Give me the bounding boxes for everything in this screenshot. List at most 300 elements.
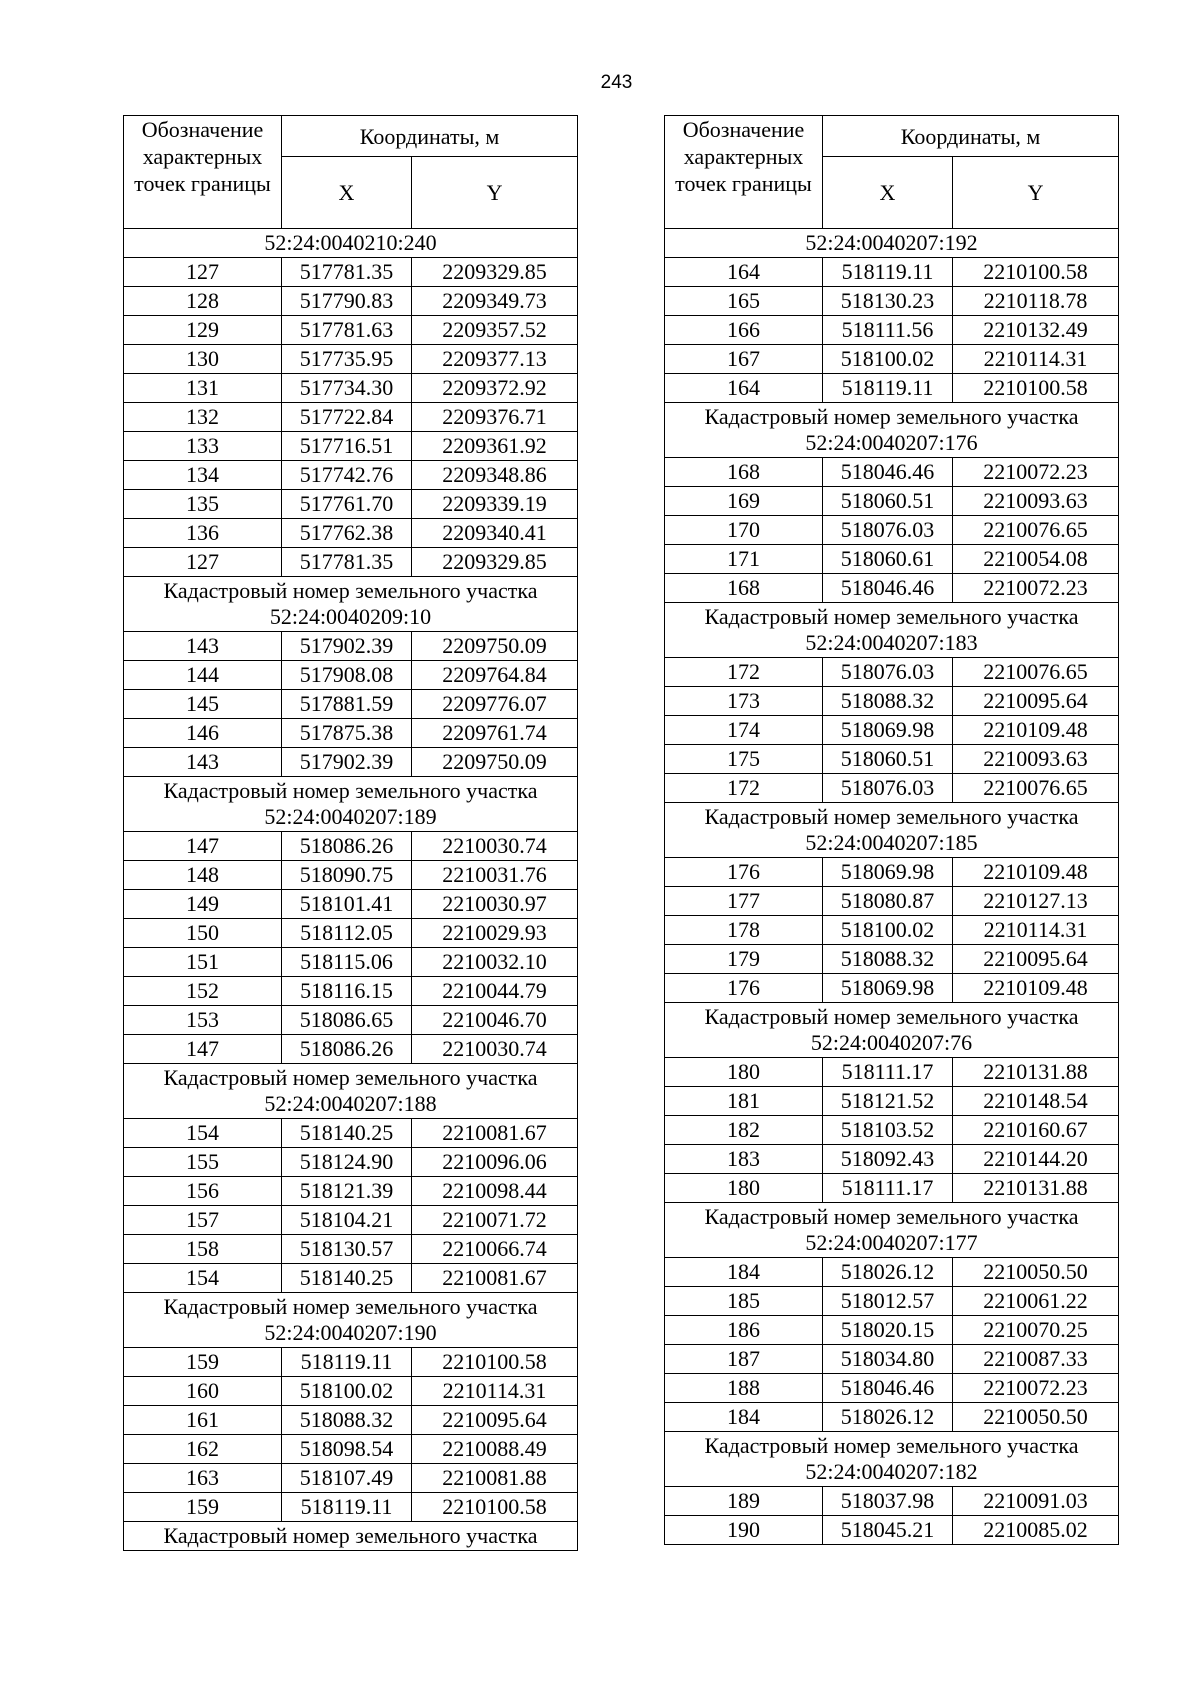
point-number-cell: 127 xyxy=(124,258,282,287)
y-coordinate-cell: 2209348.86 xyxy=(412,461,578,490)
y-coordinate-cell: 2209349.73 xyxy=(412,287,578,316)
y-coordinate-cell: 2210081.67 xyxy=(412,1119,578,1148)
table-row xyxy=(665,1345,1119,1374)
y-coordinate-cell: 2210091.03 xyxy=(953,1487,1119,1516)
x-coordinate-cell: 518069.98 xyxy=(823,974,953,1003)
point-number-cell: 134 xyxy=(124,461,282,490)
x-coordinate-cell: 518060.51 xyxy=(823,487,953,516)
y-coordinate-cell: 2210029.93 xyxy=(412,919,578,948)
table-body-right xyxy=(665,229,1119,1545)
x-coordinate-cell: 517790.83 xyxy=(282,287,412,316)
parcel-title: Кадастровый номер земельного участка 52:24:0040207:188 xyxy=(124,1064,578,1119)
x-coordinate-cell: 518098.54 xyxy=(282,1435,412,1464)
parcel-title: Кадастровый номер земельного участка 52:24:0040209:10 xyxy=(124,577,578,632)
y-coordinate-cell: 2210054.08 xyxy=(953,545,1119,574)
y-coordinate-cell: 2210144.20 xyxy=(953,1145,1119,1174)
y-coordinate-cell: 2210072.23 xyxy=(953,574,1119,603)
point-number-cell: 185 xyxy=(665,1287,823,1316)
x-coordinate-cell: 518069.98 xyxy=(823,716,953,745)
point-number-cell: 167 xyxy=(665,345,823,374)
point-number-cell: 184 xyxy=(665,1403,823,1432)
x-coordinate-cell: 517716.51 xyxy=(282,432,412,461)
section-row xyxy=(124,577,578,632)
point-number-cell: 172 xyxy=(665,774,823,803)
table-row xyxy=(665,1403,1119,1432)
section-row xyxy=(665,229,1119,258)
table-row xyxy=(124,977,578,1006)
point-number-cell: 154 xyxy=(124,1119,282,1148)
y-coordinate-cell: 2210030.74 xyxy=(412,832,578,861)
y-coordinate-cell: 2210095.64 xyxy=(953,687,1119,716)
y-coordinate-cell: 2210132.49 xyxy=(953,316,1119,345)
point-number-cell: 171 xyxy=(665,545,823,574)
table-row xyxy=(124,345,578,374)
x-coordinate-cell: 518046.46 xyxy=(823,458,953,487)
y-coordinate-cell: 2210109.48 xyxy=(953,858,1119,887)
parcel-title: 52:24:0040207:192 xyxy=(665,229,1119,258)
header-x: X xyxy=(823,157,953,229)
x-coordinate-cell: 518080.87 xyxy=(823,887,953,916)
y-coordinate-cell: 2209377.13 xyxy=(412,345,578,374)
y-coordinate-cell: 2210046.70 xyxy=(412,1006,578,1035)
section-row xyxy=(665,603,1119,658)
y-coordinate-cell: 2209339.19 xyxy=(412,490,578,519)
y-coordinate-cell: 2210076.65 xyxy=(953,774,1119,803)
x-coordinate-cell: 518140.25 xyxy=(282,1119,412,1148)
x-coordinate-cell: 518111.56 xyxy=(823,316,953,345)
point-number-cell: 159 xyxy=(124,1493,282,1522)
header-coordinates: Координаты, м xyxy=(282,116,578,157)
point-number-cell: 179 xyxy=(665,945,823,974)
point-number-cell: 144 xyxy=(124,661,282,690)
x-coordinate-cell: 517781.35 xyxy=(282,258,412,287)
point-number-cell: 157 xyxy=(124,1206,282,1235)
table-row xyxy=(665,1374,1119,1403)
point-number-cell: 146 xyxy=(124,719,282,748)
y-coordinate-cell: 2209761.74 xyxy=(412,719,578,748)
parcel-title: Кадастровый номер земельного участка 52:24:0040207:185 xyxy=(665,803,1119,858)
point-number-cell: 136 xyxy=(124,519,282,548)
table-row xyxy=(124,919,578,948)
table-row xyxy=(124,632,578,661)
header-x: X xyxy=(282,157,412,229)
x-coordinate-cell: 518046.46 xyxy=(823,1374,953,1403)
table-row xyxy=(124,832,578,861)
section-row xyxy=(124,777,578,832)
table-row xyxy=(665,287,1119,316)
point-number-cell: 188 xyxy=(665,1374,823,1403)
y-coordinate-cell: 2210114.31 xyxy=(953,916,1119,945)
y-coordinate-cell: 2209750.09 xyxy=(412,748,578,777)
x-coordinate-cell: 518088.32 xyxy=(823,687,953,716)
y-coordinate-cell: 2210100.58 xyxy=(953,258,1119,287)
x-coordinate-cell: 518124.90 xyxy=(282,1148,412,1177)
x-coordinate-cell: 518045.21 xyxy=(823,1516,953,1545)
x-coordinate-cell: 518115.06 xyxy=(282,948,412,977)
x-coordinate-cell: 518034.80 xyxy=(823,1345,953,1374)
table-row xyxy=(665,974,1119,1003)
x-coordinate-cell: 518069.98 xyxy=(823,858,953,887)
point-number-cell: 151 xyxy=(124,948,282,977)
table-row xyxy=(665,345,1119,374)
point-number-cell: 181 xyxy=(665,1087,823,1116)
x-coordinate-cell: 518012.57 xyxy=(823,1287,953,1316)
x-coordinate-cell: 518130.23 xyxy=(823,287,953,316)
x-coordinate-cell: 518121.52 xyxy=(823,1087,953,1116)
x-coordinate-cell: 518140.25 xyxy=(282,1264,412,1293)
y-coordinate-cell: 2210070.25 xyxy=(953,1316,1119,1345)
point-number-cell: 174 xyxy=(665,716,823,745)
table-row xyxy=(124,1264,578,1293)
y-coordinate-cell: 2210131.88 xyxy=(953,1174,1119,1203)
table-row xyxy=(124,861,578,890)
y-coordinate-cell: 2210109.48 xyxy=(953,716,1119,745)
x-coordinate-cell: 517722.84 xyxy=(282,403,412,432)
x-coordinate-cell: 517908.08 xyxy=(282,661,412,690)
point-number-cell: 175 xyxy=(665,745,823,774)
table-row xyxy=(665,658,1119,687)
table-row xyxy=(124,1348,578,1377)
x-coordinate-cell: 518037.98 xyxy=(823,1487,953,1516)
y-coordinate-cell: 2209340.41 xyxy=(412,519,578,548)
point-number-cell: 161 xyxy=(124,1406,282,1435)
x-coordinate-cell: 518101.41 xyxy=(282,890,412,919)
y-coordinate-cell: 2209776.07 xyxy=(412,690,578,719)
point-number-cell: 145 xyxy=(124,690,282,719)
y-coordinate-cell: 2210076.65 xyxy=(953,658,1119,687)
x-coordinate-cell: 517742.76 xyxy=(282,461,412,490)
point-number-cell: 176 xyxy=(665,858,823,887)
y-coordinate-cell: 2210044.79 xyxy=(412,977,578,1006)
y-coordinate-cell: 2209372.92 xyxy=(412,374,578,403)
table-row xyxy=(124,287,578,316)
page-number: 243 xyxy=(600,72,633,93)
point-number-cell: 158 xyxy=(124,1235,282,1264)
point-number-cell: 164 xyxy=(665,374,823,403)
parcel-title: Кадастровый номер земельного участка 52:24:0040207:176 xyxy=(665,403,1119,458)
y-coordinate-cell: 2210030.74 xyxy=(412,1035,578,1064)
table-row xyxy=(124,1177,578,1206)
x-coordinate-cell: 517781.63 xyxy=(282,316,412,345)
x-coordinate-cell: 518046.46 xyxy=(823,574,953,603)
point-number-cell: 176 xyxy=(665,974,823,1003)
table-row xyxy=(665,1487,1119,1516)
y-coordinate-cell: 2210127.13 xyxy=(953,887,1119,916)
point-number-cell: 160 xyxy=(124,1377,282,1406)
point-number-cell: 133 xyxy=(124,432,282,461)
table-row xyxy=(665,774,1119,803)
parcel-title: 52:24:0040210:240 xyxy=(124,229,578,258)
section-row xyxy=(665,1003,1119,1058)
table-row xyxy=(665,487,1119,516)
table-row xyxy=(124,948,578,977)
point-number-cell: 180 xyxy=(665,1058,823,1087)
table-row xyxy=(665,887,1119,916)
table-row xyxy=(124,1493,578,1522)
table-row xyxy=(124,661,578,690)
x-coordinate-cell: 517734.30 xyxy=(282,374,412,403)
x-coordinate-cell: 518111.17 xyxy=(823,1058,953,1087)
y-coordinate-cell: 2210072.23 xyxy=(953,458,1119,487)
point-number-cell: 184 xyxy=(665,1258,823,1287)
point-number-cell: 156 xyxy=(124,1177,282,1206)
x-coordinate-cell: 518107.49 xyxy=(282,1464,412,1493)
y-coordinate-cell: 2210118.78 xyxy=(953,287,1119,316)
x-coordinate-cell: 518088.32 xyxy=(823,945,953,974)
section-row xyxy=(665,1203,1119,1258)
x-coordinate-cell: 518121.39 xyxy=(282,1177,412,1206)
x-coordinate-cell: 517781.35 xyxy=(282,548,412,577)
point-number-cell: 182 xyxy=(665,1116,823,1145)
table-row xyxy=(665,745,1119,774)
parcel-title: Кадастровый номер земельного участка 52:24:0040207:190 xyxy=(124,1293,578,1348)
x-coordinate-cell: 518086.65 xyxy=(282,1006,412,1035)
y-coordinate-cell: 2210085.02 xyxy=(953,1516,1119,1545)
point-number-cell: 147 xyxy=(124,1035,282,1064)
table-row xyxy=(124,1435,578,1464)
point-number-cell: 143 xyxy=(124,748,282,777)
y-coordinate-cell: 2210050.50 xyxy=(953,1258,1119,1287)
y-coordinate-cell: 2209750.09 xyxy=(412,632,578,661)
y-coordinate-cell: 2210066.74 xyxy=(412,1235,578,1264)
x-coordinate-cell: 518026.12 xyxy=(823,1403,953,1432)
point-number-cell: 155 xyxy=(124,1148,282,1177)
y-coordinate-cell: 2210131.88 xyxy=(953,1058,1119,1087)
point-number-cell: 130 xyxy=(124,345,282,374)
y-coordinate-cell: 2209329.85 xyxy=(412,258,578,287)
table-row xyxy=(124,1377,578,1406)
table-row xyxy=(665,1145,1119,1174)
table-row xyxy=(665,545,1119,574)
table-row xyxy=(124,258,578,287)
parcel-title: Кадастровый номер земельного участка 52:24:0040207:182 xyxy=(665,1432,1119,1487)
table-row xyxy=(665,858,1119,887)
parcel-title: Кадастровый номер земельного участка 52:24:0040207:177 xyxy=(665,1203,1119,1258)
y-coordinate-cell: 2209764.84 xyxy=(412,661,578,690)
section-row xyxy=(665,1432,1119,1487)
y-coordinate-cell: 2210071.72 xyxy=(412,1206,578,1235)
x-coordinate-cell: 517881.59 xyxy=(282,690,412,719)
point-number-cell: 178 xyxy=(665,916,823,945)
x-coordinate-cell: 518119.11 xyxy=(823,258,953,287)
x-coordinate-cell: 518111.17 xyxy=(823,1174,953,1203)
table-row xyxy=(665,1174,1119,1203)
table-row xyxy=(124,1235,578,1264)
point-number-cell: 172 xyxy=(665,658,823,687)
point-number-cell: 150 xyxy=(124,919,282,948)
section-row xyxy=(124,1293,578,1348)
point-number-cell: 129 xyxy=(124,316,282,345)
point-number-cell: 154 xyxy=(124,1264,282,1293)
point-number-cell: 180 xyxy=(665,1174,823,1203)
table-row xyxy=(665,574,1119,603)
header-coordinates: Координаты, м xyxy=(823,116,1119,157)
table-row xyxy=(124,1035,578,1064)
x-coordinate-cell: 518100.02 xyxy=(823,916,953,945)
y-coordinate-cell: 2210160.67 xyxy=(953,1116,1119,1145)
point-number-cell: 168 xyxy=(665,458,823,487)
x-coordinate-cell: 518100.02 xyxy=(823,345,953,374)
point-number-cell: 152 xyxy=(124,977,282,1006)
x-coordinate-cell: 518088.32 xyxy=(282,1406,412,1435)
table-row xyxy=(124,1406,578,1435)
table-row xyxy=(665,258,1119,287)
parcel-title: Кадастровый номер земельного участка 52:24:0040207:183 xyxy=(665,603,1119,658)
table-row xyxy=(665,1058,1119,1087)
table-row xyxy=(124,432,578,461)
table-row xyxy=(124,890,578,919)
x-coordinate-cell: 518060.61 xyxy=(823,545,953,574)
x-coordinate-cell: 517762.38 xyxy=(282,519,412,548)
table-row xyxy=(665,458,1119,487)
point-number-cell: 131 xyxy=(124,374,282,403)
y-coordinate-cell: 2210076.65 xyxy=(953,516,1119,545)
point-number-cell: 143 xyxy=(124,632,282,661)
table-row xyxy=(665,1258,1119,1287)
table-row xyxy=(124,403,578,432)
table-row xyxy=(665,516,1119,545)
x-coordinate-cell: 518060.51 xyxy=(823,745,953,774)
y-coordinate-cell: 2210109.48 xyxy=(953,974,1119,1003)
y-coordinate-cell: 2209357.52 xyxy=(412,316,578,345)
x-coordinate-cell: 518086.26 xyxy=(282,832,412,861)
y-coordinate-cell: 2210098.44 xyxy=(412,1177,578,1206)
parcel-title: Кадастровый номер земельного участка 52:24:0040207:189 xyxy=(124,777,578,832)
x-coordinate-cell: 518100.02 xyxy=(282,1377,412,1406)
point-number-cell: 166 xyxy=(665,316,823,345)
x-coordinate-cell: 518020.15 xyxy=(823,1316,953,1345)
y-coordinate-cell: 2210095.64 xyxy=(953,945,1119,974)
table-row xyxy=(665,374,1119,403)
point-number-cell: 159 xyxy=(124,1348,282,1377)
y-coordinate-cell: 2210088.49 xyxy=(412,1435,578,1464)
x-coordinate-cell: 518119.11 xyxy=(282,1348,412,1377)
y-coordinate-cell: 2210096.06 xyxy=(412,1148,578,1177)
y-coordinate-cell: 2210093.63 xyxy=(953,487,1119,516)
x-coordinate-cell: 517735.95 xyxy=(282,345,412,374)
table-row xyxy=(124,1148,578,1177)
point-number-cell: 168 xyxy=(665,574,823,603)
table-row xyxy=(665,1287,1119,1316)
table-row xyxy=(124,316,578,345)
point-number-cell: 162 xyxy=(124,1435,282,1464)
point-number-cell: 187 xyxy=(665,1345,823,1374)
table-row xyxy=(124,690,578,719)
table-row xyxy=(124,1006,578,1035)
point-number-cell: 186 xyxy=(665,1316,823,1345)
x-coordinate-cell: 518090.75 xyxy=(282,861,412,890)
point-number-cell: 177 xyxy=(665,887,823,916)
y-coordinate-cell: 2210061.22 xyxy=(953,1287,1119,1316)
y-coordinate-cell: 2210030.97 xyxy=(412,890,578,919)
table-row xyxy=(124,1119,578,1148)
table-row xyxy=(665,316,1119,345)
coordinates-table-left xyxy=(123,115,578,1551)
header-point-designation: Обозначение характерных точек границы xyxy=(124,116,282,229)
x-coordinate-cell: 518112.05 xyxy=(282,919,412,948)
x-coordinate-cell: 517902.39 xyxy=(282,748,412,777)
point-number-cell: 127 xyxy=(124,548,282,577)
x-coordinate-cell: 518076.03 xyxy=(823,516,953,545)
table-row xyxy=(124,461,578,490)
point-number-cell: 153 xyxy=(124,1006,282,1035)
table-row xyxy=(124,719,578,748)
y-coordinate-cell: 2210100.58 xyxy=(953,374,1119,403)
point-number-cell: 163 xyxy=(124,1464,282,1493)
x-coordinate-cell: 518116.15 xyxy=(282,977,412,1006)
table-row xyxy=(665,916,1119,945)
x-coordinate-cell: 517761.70 xyxy=(282,490,412,519)
point-number-cell: 132 xyxy=(124,403,282,432)
point-number-cell: 149 xyxy=(124,890,282,919)
section-row xyxy=(124,1064,578,1119)
point-number-cell: 148 xyxy=(124,861,282,890)
x-coordinate-cell: 518076.03 xyxy=(823,658,953,687)
parcel-title: Кадастровый номер земельного участка xyxy=(124,1522,578,1551)
y-coordinate-cell: 2210031.76 xyxy=(412,861,578,890)
table-row xyxy=(665,1316,1119,1345)
table-row xyxy=(665,1516,1119,1545)
table-row xyxy=(124,1464,578,1493)
header-y: Y xyxy=(412,157,578,229)
x-coordinate-cell: 517902.39 xyxy=(282,632,412,661)
y-coordinate-cell: 2210081.88 xyxy=(412,1464,578,1493)
table-row xyxy=(665,1116,1119,1145)
table-body-left xyxy=(124,229,578,1551)
section-row xyxy=(665,803,1119,858)
point-number-cell: 173 xyxy=(665,687,823,716)
table-row xyxy=(665,687,1119,716)
point-number-cell: 169 xyxy=(665,487,823,516)
coordinates-table-right xyxy=(664,115,1119,1545)
point-number-cell: 183 xyxy=(665,1145,823,1174)
table-row xyxy=(124,1206,578,1235)
y-coordinate-cell: 2210072.23 xyxy=(953,1374,1119,1403)
x-coordinate-cell: 518104.21 xyxy=(282,1206,412,1235)
table-row xyxy=(124,748,578,777)
x-coordinate-cell: 518130.57 xyxy=(282,1235,412,1264)
point-number-cell: 189 xyxy=(665,1487,823,1516)
table-row xyxy=(124,548,578,577)
point-number-cell: 128 xyxy=(124,287,282,316)
section-row xyxy=(124,229,578,258)
table-row xyxy=(124,374,578,403)
y-coordinate-cell: 2209376.71 xyxy=(412,403,578,432)
header-point-designation: Обозначение характерных точек границы xyxy=(665,116,823,229)
y-coordinate-cell: 2210093.63 xyxy=(953,745,1119,774)
x-coordinate-cell: 518086.26 xyxy=(282,1035,412,1064)
y-coordinate-cell: 2210114.31 xyxy=(953,345,1119,374)
x-coordinate-cell: 518026.12 xyxy=(823,1258,953,1287)
x-coordinate-cell: 517875.38 xyxy=(282,719,412,748)
section-row xyxy=(665,403,1119,458)
y-coordinate-cell: 2210148.54 xyxy=(953,1087,1119,1116)
parcel-title: Кадастровый номер земельного участка 52:24:0040207:76 xyxy=(665,1003,1119,1058)
x-coordinate-cell: 518092.43 xyxy=(823,1145,953,1174)
table-row xyxy=(665,1087,1119,1116)
y-coordinate-cell: 2210100.58 xyxy=(412,1493,578,1522)
section-row xyxy=(124,1522,578,1551)
x-coordinate-cell: 518076.03 xyxy=(823,774,953,803)
y-coordinate-cell: 2210050.50 xyxy=(953,1403,1119,1432)
y-coordinate-cell: 2210095.64 xyxy=(412,1406,578,1435)
x-coordinate-cell: 518119.11 xyxy=(823,374,953,403)
point-number-cell: 164 xyxy=(665,258,823,287)
y-coordinate-cell: 2210114.31 xyxy=(412,1377,578,1406)
table-row xyxy=(665,945,1119,974)
point-number-cell: 147 xyxy=(124,832,282,861)
point-number-cell: 165 xyxy=(665,287,823,316)
